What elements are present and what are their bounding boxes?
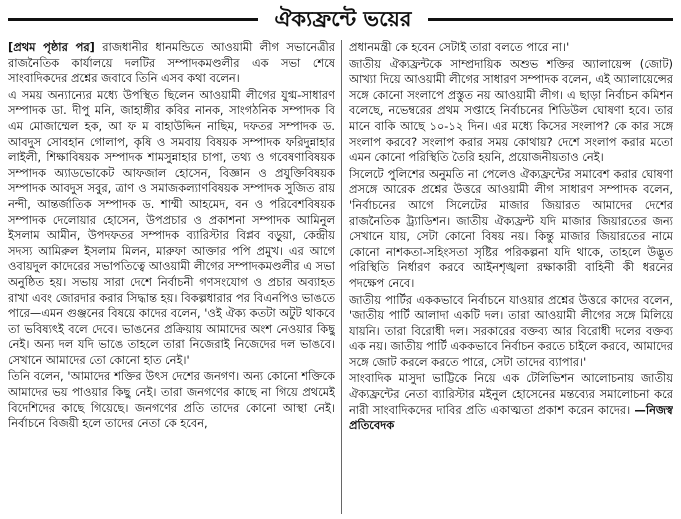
paragraph-text: সাংবাদিক মাসুদা ভাট্টিকে নিয়ে এক টেলিভিশন আলোচনায় জাতীয় ঐক্যফ্রন্টের নেতা ব্যারিস্টার মইনুল হোসেনের মন্তব্যের সমালোচনা করে নারী সাংবাদিকদের দাবির প্রতি একাত্মতা প্রকাশ করেন কাদের। <box>349 371 673 417</box>
paragraph: সিলেটে পুলিশের অনুমতি না পেলেও ঐক্যফ্রন্টের সমাবেশ করার ঘোষণা প্রসঙ্গে আরেক প্রশ্নের উত্তরে আওয়ামী লীগ সাধারণ সম্পাদক বলেন, 'নির্বাচনের আগে সিলেটের মাজার জিয়ারত আমাদের দেশের রাজনৈতিক ট্র্যাডিশন। জাতীয় ঐক্যফ্রন্ট যদি মাজার জিয়ারতের জন্য সেখানে যায়, সেটা কোনো বিষয় নয়। কিন্তু মাজার জিয়ারতের নামে কোনো নাশকতা-সহিংসতা সৃষ্টির পরিকল্পনা যদি থাকে, তাহলে উদ্ভূত পরিস্থিতি নির্ধারণ করবে আইনশৃঙ্খলা রক্ষাকারী বাহিনী কী ধরনের পদক্ষেপ নেবে। <box>349 166 673 290</box>
headline: ঐক্যফ্রন্টে ভয়ের <box>274 7 412 31</box>
paragraph-text: রাজধানীর ধানমন্ডিতে আওয়ামী লীগ সভানেত্রীর রাজনৈতিক কার্যালয়ে দলটির সম্পাদকমণ্ডলীর এক সভা শেষে সাংবাদিকদের প্রশ্নের জবাবে তিনি এসব কথা বলেন। <box>8 40 335 86</box>
left-column <box>8 40 335 516</box>
paragraph: জাতীয় পার্টির এককভাবে নির্বাচনে যাওয়ার প্রশ্নের উত্তরে কাদের বলেন, 'জাতীয় পার্টি আলাদা একটি দল। তারা আওয়ামী লীগের সঙ্গে মিলিয়ে যায়নি। তারা বিরোধী দল। সরকারের বক্তব্য আর বিরোধী দলের বক্তব্য এক নয়। জাতীয় পার্টি এককভাবে নির্বাচন করতে চাইলে করবে, আমাদের সঙ্গে জোট করলে করতে পারে, সেটা তাদের ব্যাপার।' <box>349 292 673 369</box>
headline-rule-left <box>8 18 258 21</box>
paragraph: তিনি বলেন, 'আমাদের শক্তির উৎস দেশের জনগণ। অন্য কোনো শক্তিকে আমাদের ভয় পাওয়ার কিছু নেই। তারা জনগণের কাছে না গিয়ে প্রথমেই বিদেশিদের কাছে গিয়েছে। জনগণের প্রতি তাদের কোনো আস্থা নেই। নির্বাচনে বিজয়ী হলে তাদের নেতা কে হবেন, <box>8 369 335 431</box>
continuation-tag: [প্রথম পৃষ্ঠার পর] <box>8 40 95 54</box>
column-divider <box>341 40 342 514</box>
headline-rule-right <box>428 18 673 21</box>
headline-banner <box>0 2 681 36</box>
right-column <box>349 40 673 516</box>
paragraph: এ সময় অন্যান্যের মধ্যে উপস্থিত ছিলেন আওয়ামী লীগের যুগ্ম-সাধারণ সম্পাদক ডা. দীপু মনি, জাহাঙ্গীর কবির নানক, সাংগঠনিক সম্পাদক বি এম মোজাম্মেল হক, আ ফ ম বাহাউদ্দিন নাছিম, দফতর সম্পাদক ড. আবদুস সোবহান গোলাপ, কৃষি ও সমবায় বিষয়ক সম্পাদক ফরিদুন্নাহার লাইলী, শিক্ষাবিষয়ক সম্পাদক শামসুন্নাহার চাপা, তথ্য ও গবেষণাবিষয়ক সম্পাদক অ্যাডভোকেট আফজাল হোসেন, বিজ্ঞান ও প্রযুক্তিবিষয়ক সম্পাদক আবদুস সবুর, ত্রাণ ও সমাজকল্যাণবিষয়ক সম্পাদক সুজিত রায় নন্দী, আন্তর্জাতিক সম্পাদক ড. শাম্মী আহমেদ, বন ও পরিবেশবিষয়ক সম্পাদক দেলোয়ার হোসেন, উপপ্রচার ও প্রকাশনা সম্পাদক আমিনুল ইসলাম আমীন, উপদফতর সম্পাদক ব্যারিস্টার বিপ্লব বড়ুয়া, কেন্দ্রীয় সদস্য আমিরুল ইসলাম মিলন, মারুফা আক্তার পপি প্রমুখ। এর আগে ওবায়দুল কাদেরের সভাপতিত্বে আওয়ামী লীগের সম্পাদকমণ্ডলীর এ সভা অনুষ্ঠিত হয়। সভায় সারা দেশে নির্বাচনী গণসংযোগ ও প্রচার অব্যাহত রাখা এবং জোরদার করার সিদ্ধান্ত হয়। বিকল্পধারার পর বিএনপিও ভাঙতে পারে—এমন গুঞ্জনের বিষয়ে কাদের বলেন, 'ওই ঐক্য কতটা অটুট থাকবে তা ভবিষ্যৎই বলে দেবে। ভাঙনের প্রক্রিয়ায় আমাদের অংশ নেওয়ার কিছু নেই। অন্য দল যদি ভাঙে তাহলে তারা নিজেরাই নিজেদের দল ভাঙবে। সেখানে আমাদের তো কোনো হাত নেই।' <box>8 87 335 367</box>
paragraph: জাতীয় ঐক্যফ্রন্টকে সাম্প্রদায়িক অশুভ শক্তির অ্যালায়েন্স (জোট) আখ্যা দিয়ে আওয়ামী লীগের সাধারণ সম্পাদক বলেন, এই অ্যালায়েন্সের সঙ্গে কোনো সংলাপে প্রস্তুত নয় আওয়ামী লীগ। এ ছাড়া নির্বাচন কমিশন বলেছে, নভেম্বরের প্রথম সপ্তাহে নির্বাচনের শিডিউল ঘোষণা হবে। তার মানে বাকি আছে ১০-১২ দিন। এর মধ্যে কিসের সংলাপ? কে কার সঙ্গে সংলাপ করবে? সংলাপ করার সময় কোথায়? দেশে সংলাপ করার মতো এমন কোনো পরিস্থিতি তৈরি হয়নি, প্রয়োজনীয়তাও নেই। <box>349 56 673 165</box>
paragraph <box>8 40 335 87</box>
paragraph <box>349 371 673 433</box>
byline: —নিজস্ব প্রতিবেদক <box>349 402 673 433</box>
paragraph: প্রধানমন্ত্রী কে হবেন সেটাই তারা বলতে পারে না।' <box>349 40 570 54</box>
